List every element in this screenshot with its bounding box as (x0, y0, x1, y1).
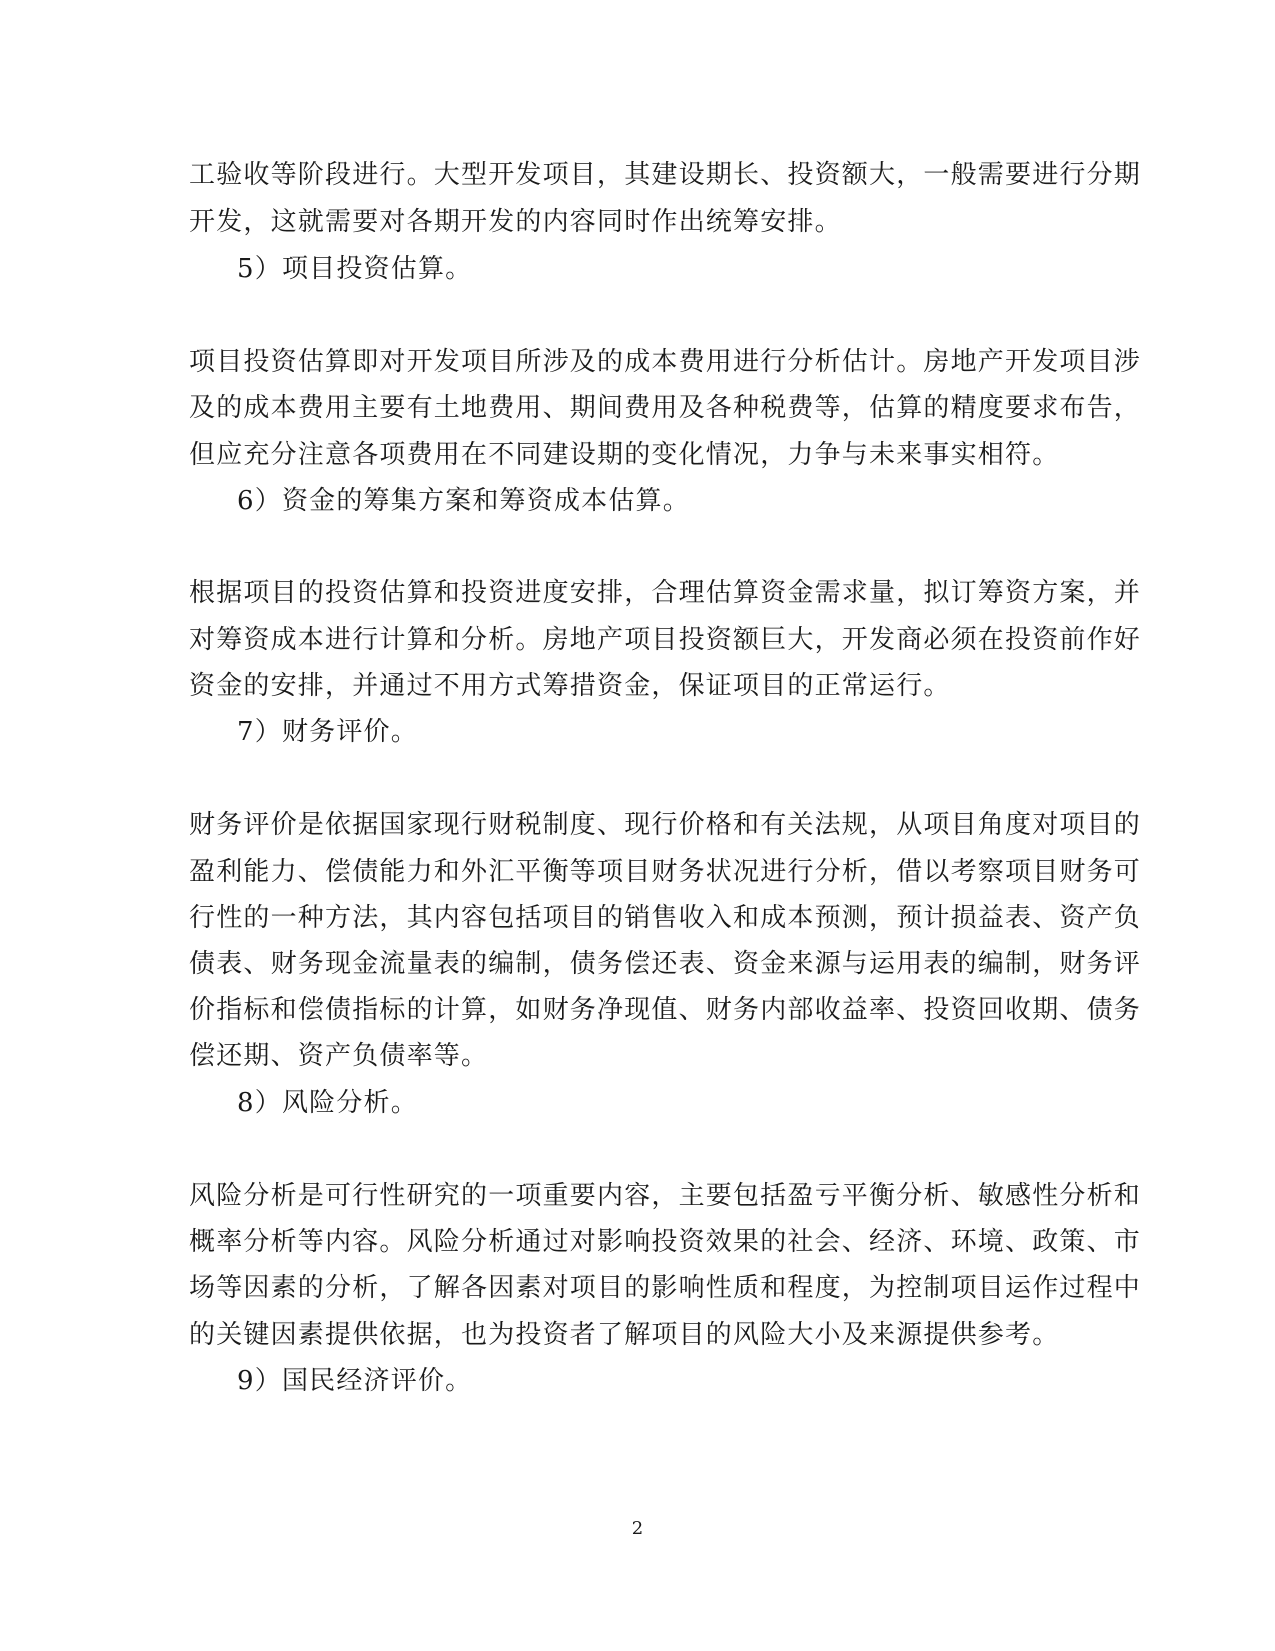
paragraph-line: 及的成本费用主要有土地费用、期间费用及各种税费等，估算的精度要求布告， (189, 393, 1142, 423)
paragraph-line: 但应充分注意各项费用在不同建设期的变化情况，力争与未来事实相符。 (189, 440, 1060, 470)
paragraph-line: 行性的一种方法，其内容包括项目的销售收入和成本预测，预计损益表、资产负 (189, 903, 1142, 933)
paragraph-line: 的关键因素提供依据，也为投资者了解项目的风险大小及来源提供参考。 (189, 1320, 1060, 1350)
paragraph-line: 偿还期、资产负债率等。 (189, 1041, 489, 1071)
paragraph-line: 财务评价是依据国家现行财税制度、现行价格和有关法规，从项目角度对项目的 (189, 810, 1142, 840)
paragraph-line: 场等因素的分析，了解各因素对项目的影响性质和程度，为控制项目运作过程中 (189, 1273, 1142, 1303)
paragraph-line: 对筹资成本进行计算和分析。房地产项目投资额巨大，开发商必须在投资前作好 (189, 625, 1142, 655)
paragraph-line: 风险分析是可行性研究的一项重要内容，主要包括盈亏平衡分析、敏感性分析和 (189, 1181, 1142, 1211)
paragraph-line: 债表、财务现金流量表的编制，债务偿还表、资金来源与运用表的编制，财务评 (189, 949, 1142, 979)
section-heading: 8）风险分析。 (237, 1088, 418, 1118)
paragraph-line: 开发，这就需要对各期开发的内容同时作出统筹安排。 (189, 207, 842, 237)
section-heading: 9）国民经济评价。 (237, 1366, 473, 1396)
section-heading: 5）项目投资估算。 (237, 254, 473, 284)
paragraph-line: 项目投资估算即对开发项目所涉及的成本费用进行分析估计。房地产开发项目涉 (189, 347, 1142, 377)
page-number: 2 (631, 1518, 644, 1539)
paragraph-line: 概率分析等内容。风险分析通过对影响投资效果的社会、经济、环境、政策、市 (189, 1227, 1142, 1257)
paragraph-line: 根据项目的投资估算和投资进度安排，合理估算资金需求量，拟订筹资方案，并 (189, 578, 1142, 608)
paragraph-line: 资金的安排，并通过不用方式筹措资金，保证项目的正常运行。 (189, 671, 951, 701)
paragraph-line: 工验收等阶段进行。大型开发项目，其建设期长、投资额大，一般需要进行分期 (189, 160, 1142, 190)
paragraph-line: 价指标和偿债指标的计算，如财务净现值、财务内部收益率、投资回收期、债务 (189, 995, 1142, 1025)
section-heading: 7）财务评价。 (237, 717, 418, 747)
paragraph-line: 盈利能力、偿债能力和外汇平衡等项目财务状况进行分析，借以考察项目财务可 (189, 857, 1142, 887)
section-heading: 6）资金的筹集方案和筹资成本估算。 (237, 486, 690, 516)
